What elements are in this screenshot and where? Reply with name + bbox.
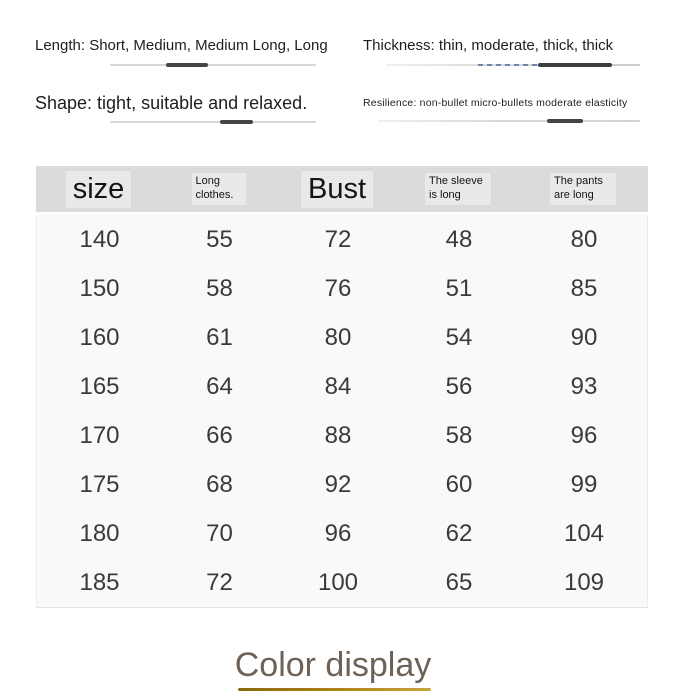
- table-cell: 65: [445, 568, 473, 596]
- table-cell: 109: [563, 568, 605, 596]
- table-cell: 99: [570, 470, 598, 498]
- size-table-header: [36, 166, 648, 212]
- table-cell: 58: [445, 421, 473, 449]
- table-cell: 80: [324, 323, 352, 351]
- feature-resilience-indicator: [547, 119, 583, 123]
- table-cell: 48: [445, 225, 473, 253]
- table-cell: 93: [570, 372, 598, 400]
- header-cell-bust: [276, 166, 398, 212]
- header-cell-sleeve-length: [398, 166, 518, 212]
- table-cell: 84: [324, 372, 352, 400]
- table-cell: 72: [206, 568, 233, 596]
- table-cell: 104: [563, 519, 605, 547]
- table-cell: 150: [79, 274, 120, 302]
- table-cell: 58: [206, 274, 233, 302]
- table-cell: 96: [324, 519, 352, 547]
- footer-title: Color display: [234, 646, 432, 684]
- table-cell: 72: [324, 225, 352, 253]
- feature-thickness-dashes: [478, 64, 538, 66]
- table-cell: 185: [79, 568, 120, 596]
- table-cell: 92: [324, 470, 352, 498]
- table-cell: 88: [324, 421, 352, 449]
- size-table-body: [36, 215, 648, 608]
- table-cell: 165: [79, 372, 120, 400]
- table-cell: 90: [570, 323, 598, 351]
- table-cell: 175: [79, 470, 120, 498]
- header-cell-size: [36, 166, 161, 212]
- header-cell-bust-label: Bust: [301, 171, 373, 208]
- footer-underline-accent: [238, 688, 431, 691]
- table-cell: 54: [445, 323, 473, 351]
- feature-shape-indicator: [220, 120, 253, 124]
- table-cell: 80: [570, 225, 598, 253]
- table-cell: 61: [206, 323, 233, 351]
- feature-shape-label: Shape: tight, suitable and relaxed.: [35, 93, 308, 113]
- feature-thickness-indicator: [538, 63, 612, 67]
- table-cell: 64: [206, 372, 233, 400]
- table-cell: 76: [324, 274, 352, 302]
- table-cell: 140: [79, 225, 120, 253]
- table-cell: 62: [445, 519, 473, 547]
- table-cell: 56: [445, 372, 473, 400]
- feature-length-label: Length: Short, Medium, Medium Long, Long: [35, 37, 328, 54]
- header-cell-pants-length-label: The pants are long: [554, 175, 603, 201]
- table-cell: 66: [206, 421, 233, 449]
- table-cell: 96: [570, 421, 598, 449]
- feature-resilience-label: Resilience: non-bullet micro-bullets moderate elasticity: [363, 97, 628, 109]
- feature-thickness-label: Thickness: thin, moderate, thick, thick: [363, 37, 614, 54]
- table-cell: 68: [206, 470, 233, 498]
- size-table: [36, 166, 648, 608]
- feature-thickness-track: [386, 64, 640, 66]
- header-cell-size-label: size: [66, 171, 132, 208]
- table-cell: 160: [79, 323, 120, 351]
- table-cell: 70: [206, 519, 233, 547]
- table-cell: 180: [79, 519, 120, 547]
- table-cell: 51: [445, 274, 473, 302]
- header-cell-sleeve-length-label: The sleeve is long: [429, 175, 483, 201]
- feature-shape-track: [110, 121, 316, 123]
- table-cell: 55: [206, 225, 233, 253]
- header-cell-pants-length: [518, 166, 648, 212]
- header-cell-long-clothes-label: Long clothes.: [195, 175, 234, 201]
- table-cell: 60: [445, 470, 473, 498]
- feature-length-track: [110, 64, 316, 66]
- feature-length-indicator: [166, 63, 208, 67]
- header-cell-long-clothes: [161, 166, 276, 212]
- table-cell: 100: [317, 568, 359, 596]
- table-cell: 170: [79, 421, 120, 449]
- table-cell: 85: [570, 274, 598, 302]
- feature-resilience-track: [378, 120, 640, 122]
